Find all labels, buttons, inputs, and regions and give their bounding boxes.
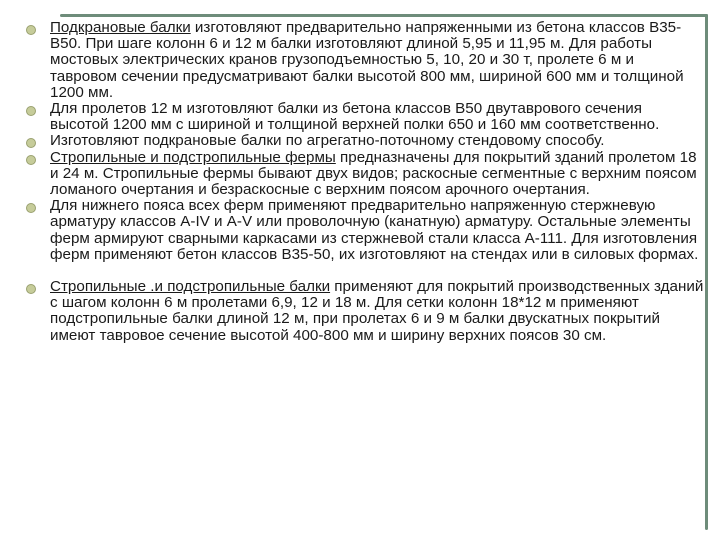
item-term: Стропильные .и подстропильные балки bbox=[50, 278, 331, 296]
list-item bbox=[24, 150, 704, 199]
bullet-dot-icon bbox=[26, 155, 36, 165]
frame-right-border bbox=[705, 14, 708, 530]
list-item bbox=[24, 101, 704, 133]
item-text: Изготовляют подкрановые балки по агрегатно-поточному стендовому способу. bbox=[50, 132, 605, 150]
item-term: Стропильные и подстропильные фермы bbox=[50, 148, 336, 166]
bullet-dot-icon bbox=[26, 25, 36, 35]
list-item bbox=[24, 279, 704, 344]
bullet-list bbox=[24, 20, 704, 344]
list-item bbox=[24, 20, 704, 101]
item-text: Для нижнего пояса всех ферм применяют предварительно напряженную стержневую арматуру классов A-IV и A-V или проволочную (канатную) арматуру. Остальные элементы ферм армируют сварными каркасами из стержневой стали класса А-111. Для изготовления ферм применяют бетон классов В35-50, их изготовляют на стендах или в силовых формах. bbox=[50, 197, 699, 263]
item-term: Подкрановые балки bbox=[50, 19, 191, 36]
frame-top-border bbox=[60, 14, 708, 17]
bullet-dot-icon bbox=[26, 203, 36, 213]
bullet-dot-icon bbox=[26, 138, 36, 148]
item-text: изготовляют предварительно напряженными из бетона классов В35-В50. При шаге колонн 6 и 12 м балки изготовляют длиной 5,95 и 11,95 м. Для работы мостовых электрических кранов грузоподъемностью 5, 10, 20 и 30 т, пролете 6 м и тавровом сечении предусматривают балки высотой 800 мм, шириной 600 мм и толщиной 1200 мм. bbox=[50, 19, 684, 101]
bullet-dot-icon bbox=[26, 106, 36, 116]
bullet-dot-icon bbox=[26, 284, 36, 294]
item-text: применяют для покрытий производственных зданий с шагом колонн 6 м пролетами 6,9, 12 и 18 м. Для сетки колонн 18*12 м применяют подстропильные балки длиной 12 м, при пролетах 6 и 9 м балки двускатных покрытий имеют тавровое сечение высотой 400-800 мм и ширину верхних поясов 30 см. bbox=[50, 278, 704, 344]
list-item bbox=[24, 198, 704, 263]
item-text: предназначены для покрытий зданий пролетом 18 и 24 м. Стропильные фермы бывают двух видов; раскосные сегментные с верхним поясом ломаного очертания и безраскосные с верхним поясом арочного очертания. bbox=[50, 148, 697, 199]
list-item bbox=[24, 133, 704, 149]
item-text: Для пролетов 12 м изготовляют балки из бетона классов В50 двутаврового сечения высотой 1200 мм с шириной и толщиной верхней полки 650 и 160 мм соответственно. bbox=[50, 100, 660, 134]
